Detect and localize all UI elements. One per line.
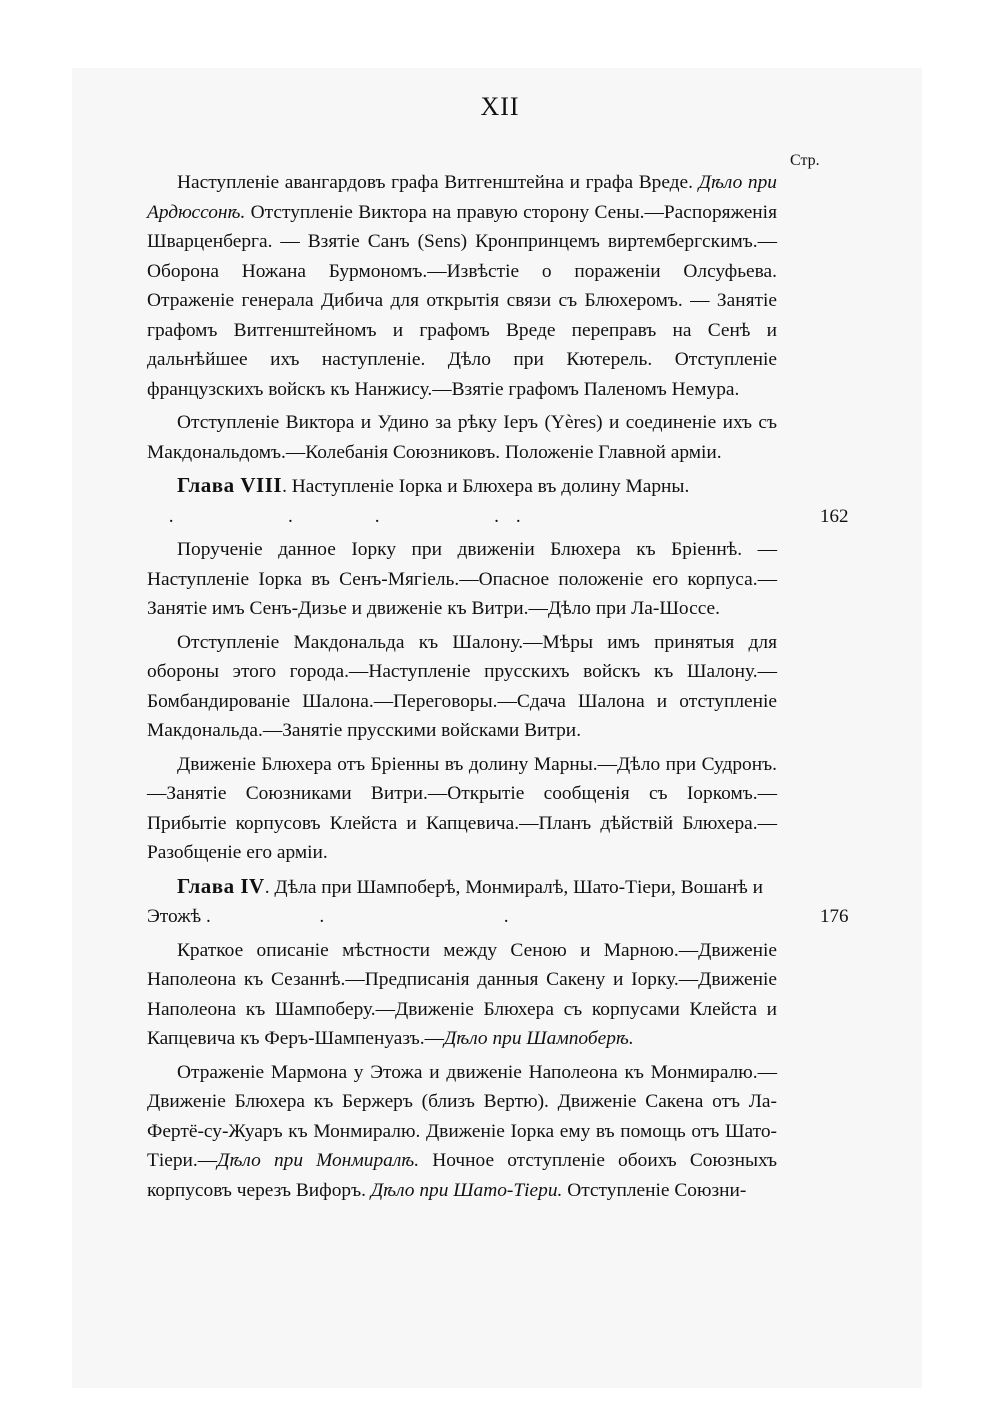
leader-dots: . . . . .: [147, 505, 527, 527]
chapter-heading: [147, 471, 849, 531]
paragraph-text: Отступленіе Союзни-: [562, 1179, 747, 1201]
page-number-roman: XII: [480, 92, 520, 121]
battle-title-italic: Дѣло при Шато-Тіери.: [370, 1179, 563, 1201]
summary-paragraph: [147, 168, 777, 404]
paragraph-text: Краткое описаніе мѣстности между Сеною и Марною.—Движеніе Наполеона къ Сезаннѣ.—Предписанія данныя Сакену и Іорку.—Движеніе Наполеона къ Шампоберу.—Движеніе Блюхера съ корпусами Клейста и Капцевича къ Феръ-Шампенуазъ.—: [147, 939, 777, 1049]
chapter-page-number: 176: [820, 906, 849, 927]
battle-title-italic: Дѣло при Монмиралѣ.: [217, 1150, 420, 1171]
chapter-title: . Дѣла при Шампоберѣ, Монмиралѣ, Шато-Тіери, Вошанѣ и Этожѣ .: [147, 876, 764, 927]
chapter-number: Глава VIII: [177, 473, 283, 497]
paragraph-text: Отраженіе Мармона у Этожа и движеніе Наполеона къ Монмиралю.—Движеніе Блюхера къ Бержеръ (близъ Вертю). Движеніе Сакена отъ Ла-Фертё-су-Жуаръ къ Монмиралю. Движеніе Іорка ему въ помощь отъ Шато-Тіери.—: [147, 1061, 777, 1171]
paragraph-text: Порученіе данное Іорку при движеніи Блюхера къ Бріеннѣ. —Наступленіе Іорка въ Сенъ-Мягіель.—Опасное положеніе его корпуса.—Занятіе имъ Сенъ-Дизье и движеніе къ Витри.—Дѣло при Ла-Шоссе.: [147, 539, 777, 619]
battle-title-italic: Дѣло при Шампоберѣ.: [443, 1028, 634, 1049]
paragraph-text: Отступленіе Виктора и Удино за рѣку Іеръ (Yères) и соединеніе ихъ съ Макдональдомъ.—Колебанія Союзниковъ. Положеніе Главной арміи.: [147, 412, 777, 463]
chapter-heading: [147, 872, 849, 932]
paragraph-text: Отступленіе Макдональда къ Шалону.—Мѣры имъ принятыя для обороны этого города.—Наступленіе прусскихъ войскъ къ Шалону.—Бомбандированіе Шалона.—Переговоры.—Сдача Шалона и отступленіе Макдональда.—Занятіе прусскими войсками Витри.: [147, 631, 777, 741]
page-column-label: Стр.: [790, 152, 820, 169]
paragraph-text: Ночное отступленіе обоихъ Союзныхъ корпусовъ черезъ Вифоръ.: [147, 1150, 777, 1201]
paragraph-text: Отступленіе Виктора на правую сторону Сены.—Распоряженія Шварценберга. — Взятіе Санъ (Sens) Кронпринцемъ виртембергскимъ.—Оборона Ножана Бурмономъ.—Извѣстіе о пораженіи Олсуфьева. Отраженіе генерала Дибича для открытія связи съ Блюхеромъ. — Занятіе графомъ Витгенштейномъ и графомъ Вреде переправъ на Сенѣ и дальнѣйшее ихъ наступленіе. Дѣло при Кютерель. Отступленіе французскихъ войскъ къ Нанжису.—Взятіе графомъ Паленомъ Немура.: [147, 201, 777, 400]
summary-paragraph: [147, 936, 777, 1054]
paragraph-text: Наступленіе авангардовъ графа Витгенштейна и графа Вреде.: [177, 172, 699, 193]
chapter-number: Глава IV: [177, 873, 265, 898]
table-of-contents-body: [147, 168, 849, 1209]
chapter-page-number: 162: [820, 505, 849, 527]
summary-paragraph: [147, 1058, 777, 1206]
chapter-title: . Наступленіе Іорка и Блюхера въ долину Марны.: [282, 476, 690, 497]
leader-dots: . .: [210, 906, 515, 927]
summary-paragraph: [147, 628, 777, 746]
summary-paragraph: [147, 750, 777, 868]
summary-paragraph: [147, 535, 777, 624]
battle-title-italic: Дѣло при Ардюссонѣ.: [147, 172, 777, 223]
summary-paragraph: [147, 408, 777, 467]
paragraph-text: Движеніе Блюхера отъ Бріенны въ долину Марны.—Дѣло при Судронъ.—Занятіе Союзниками Витри.—Открытіе сообщенія съ Іоркомъ.—Прибытіе корпусовъ Клейста и Капцевича.—Планъ дѣйствій Блюхера.—Разобщеніе его арміи.: [147, 753, 777, 863]
